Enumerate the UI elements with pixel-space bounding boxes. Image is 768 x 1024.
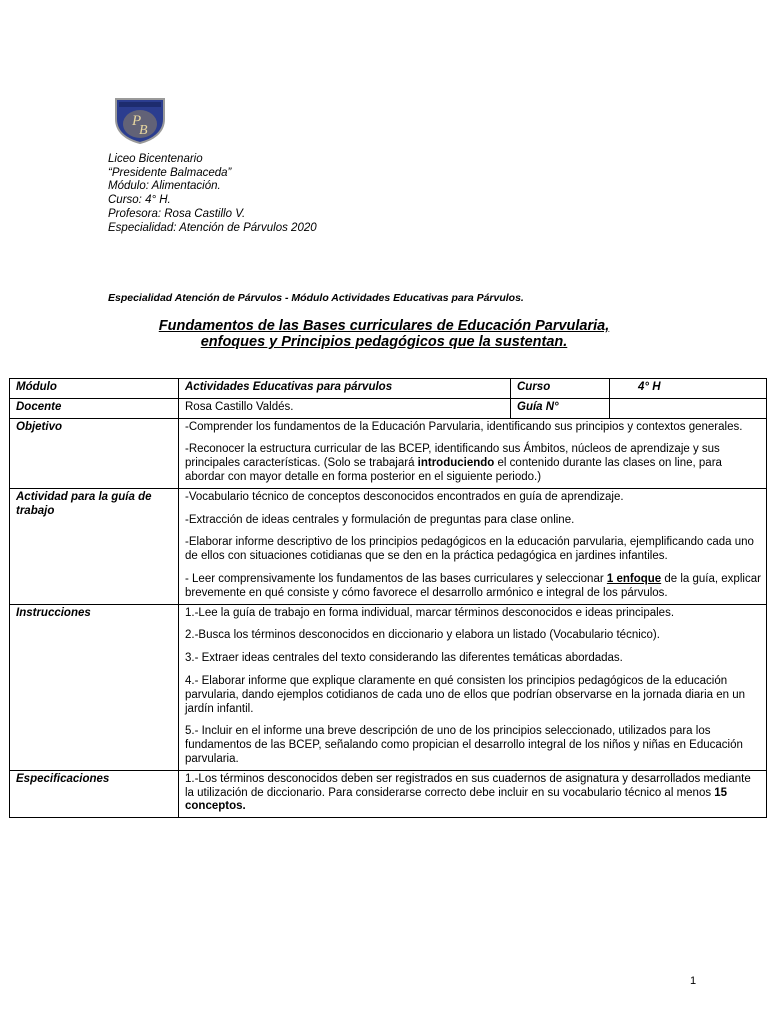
objective-text-bold: introduciendo — [417, 457, 495, 470]
activity-paragraph-1: -Vocabulario técnico de conceptos desconocidos encontrados en guía de aprendizaje. — [185, 490, 624, 503]
instructions-label: Instrucciones — [10, 604, 179, 770]
instruction-item: 1.-Lee la guía de trabajo en forma individual, marcar términos desconocidos e ideas principales. — [185, 606, 675, 619]
document-subtitle: Especialidad Atención de Párvulos - Módulo Actividades Educativas para Párvulos. — [108, 292, 524, 304]
school-crest-logo — [114, 97, 166, 144]
svg-text:P: P — [132, 113, 142, 129]
activity-paragraph-2: -Extracción de ideas centrales y formulación de preguntas para clase online. — [185, 513, 575, 526]
objective-paragraph-2 — [185, 443, 761, 484]
teacher-label: Docente — [10, 398, 179, 418]
objective-text-a: -Reconocer la estructura curricular de las BCEP, identificando sus Ámbitos, núcleos de aprendizaje y sus principales características. (Solo se trabajará — [185, 443, 720, 470]
specifications-content — [179, 770, 767, 817]
instruction-item: 4.- Elaborar informe que explique claramente en qué consisten los principios pedagógicos de la educación parvularia, dando ejemplos cotidianos de cada uno de ellos que podrían observarse en la jornada diaria en un jardín infantil. — [185, 674, 746, 715]
instructions-content — [179, 604, 767, 770]
activity-paragraph-4 — [185, 573, 761, 601]
table-row — [10, 770, 767, 817]
school-subtitle: “Presidente Balmaceda” — [108, 166, 232, 179]
objective-text-b: el contenido durante las clases on line, para abordar con mayor detalle en forma posterior en el siguiente periodo.) — [185, 457, 722, 483]
course-label: Curso — [511, 379, 610, 399]
activity-paragraph-3: -Elaborar informe descriptivo de los principios pedagógicos en la educación parvularia, ejemplificando cada uno de ellos con situaciones cotidianas que se den en la práctica pedagógica en jardines infantiles. — [185, 536, 754, 563]
guide-number-value — [610, 398, 767, 418]
activity-text-b: de la guía, explicar brevemente en qué consiste y cómo favorece el desarrollo armónico e integral de los párvulos. — [185, 572, 761, 599]
page-number: 1 — [690, 975, 697, 987]
guide-number-label: Guía N° — [511, 398, 610, 418]
objective-paragraph-1: -Comprender los fundamentos de la Educación Parvularia, identificando sus principios y contextos generales. — [185, 420, 743, 433]
activity-content — [179, 488, 767, 604]
module-line: Módulo: Alimentación. — [108, 180, 221, 193]
table-row — [10, 398, 767, 418]
teacher-line: Profesora: Rosa Castillo V. — [108, 207, 246, 220]
instruction-item: 2.-Busca los términos desconocidos en diccionario y elabora un listado (Vocabulario técnico). — [185, 629, 660, 642]
table-row — [10, 418, 767, 488]
specifications-paragraph — [185, 773, 761, 814]
activity-text-underlined: 1 enfoque — [606, 572, 662, 585]
instruction-item: 3.- Extraer ideas centrales del texto considerando las diferentes temáticas abordadas. — [185, 652, 623, 665]
objective-label: Objetivo — [10, 418, 179, 488]
instruction-item: 5.- Incluir en el informe una breve descripción de uno de los principios seleccionado, utilizados para los fundamentos de las BCEP, señalando como propician el desarrollo integral de los niños y niñas en Educación parvularia. — [185, 725, 743, 765]
title-line-1: Fundamentos de las Bases curriculares de Educación Parvularia, — [158, 318, 610, 334]
module-label: Módulo — [10, 379, 179, 399]
table-row — [10, 379, 767, 399]
specifications-label: Especificaciones — [10, 770, 179, 817]
title-line-2: enfoques y Principios pedagógicos que la sustentan. — [200, 334, 568, 350]
school-header — [108, 153, 317, 235]
specifications-text-bold: 15 conceptos. — [185, 786, 728, 813]
table-row — [10, 604, 767, 770]
activity-label: Actividad para la guía de trabajo — [10, 488, 179, 604]
teacher-value: Rosa Castillo Valdés. — [179, 398, 511, 418]
school-name: Liceo Bicentenario — [108, 153, 203, 165]
document-title — [60, 318, 708, 350]
course-line: Curso: 4° H. — [108, 194, 171, 207]
guide-table — [9, 378, 767, 818]
module-value: Actividades Educativas para párvulos — [179, 379, 511, 399]
specifications-text: 1.-Los términos desconocidos deben ser registrados en sus cuadernos de asignatura y desarrollados mediante la utilización de diccionario. Para considerarse correcto debe incluir en su vocabulario técnico al menos — [185, 772, 751, 799]
activity-text-a: - Leer comprensivamente los fundamentos de las bases curriculares y seleccionar — [185, 572, 607, 585]
objective-content — [179, 418, 767, 488]
table-row — [10, 488, 767, 604]
svg-text:B: B — [139, 123, 148, 138]
specialty-line: Especialidad: Atención de Párvulos 2020 — [108, 221, 317, 234]
course-value: 4° H — [610, 379, 767, 399]
